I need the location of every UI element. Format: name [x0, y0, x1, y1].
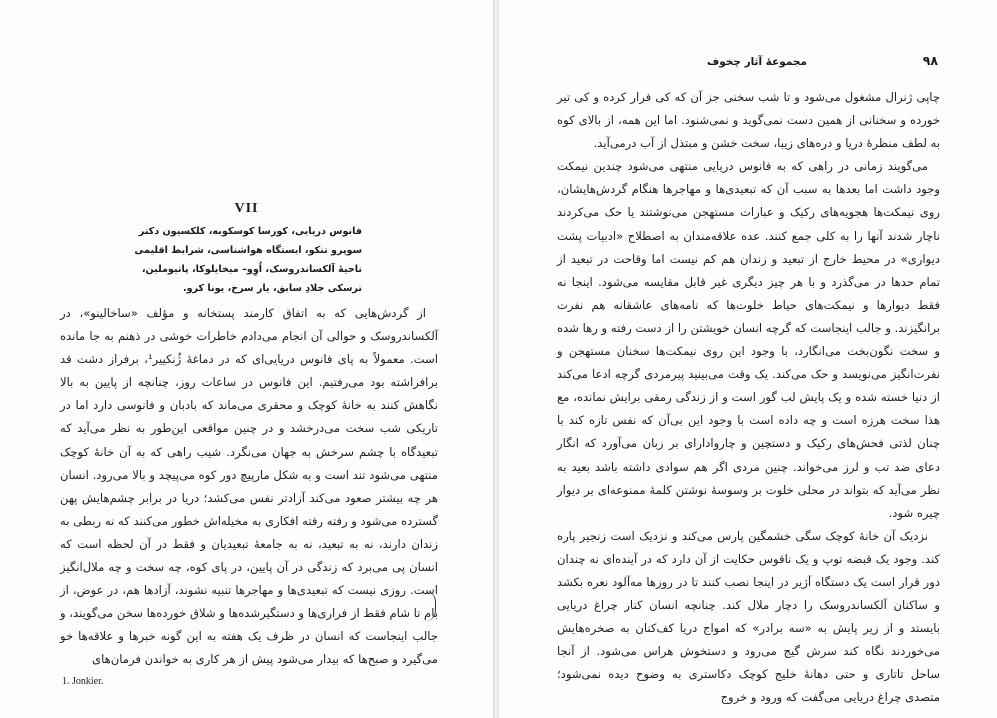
- epigraph-line: سوپرو تنکو، ایستگاه هواشناسی، شرایط اقلیمی: [134, 245, 362, 256]
- epigraph-line: ترسکی جلادِ سابق، یار سرخ، یونا کرو.: [182, 283, 362, 294]
- footnote: 1. Jonkier.: [62, 676, 104, 687]
- left-page: [0, 0, 493, 718]
- body-paragraph: می‌گویند زمانی در راهی که به فانوس دریایی منتهی می‌شود چندین نیمکت وجود داشت اما بعدها به سبب آن که تبعیدی‌ها و مهاجرها هنگام گردش‌هایشان، روی نیمکت‌ها هجویه‌های رکیک و عبارات مستهجن می‌نوشتند یا حک می‌کردند ناچار شدند آنها را به کلی جمع کنند. عده علاقه‌مندان به اصطلاح «ادبیات پشت دیواری» در محیط خارج از تبعید و زندان هم کم نیست اما وقاحت در تبعید از تمام حدها در می‌گذرد و با هر چیز دیگری غیر قابل مقایسه می‌شود. اینجا نه فقط دیوارها و نیمکت‌های حیاط خلوت‌ها که نامه‌های عاشقانه هم نفرت برانگیزند. و جالب اینجاست که گرچه انسان خویشتن را از دست رفته و رها شده و سخت نگون‌بخت می‌انگارد، با وجود این روی نیمکت‌ها سخنان مستهجن و نفرت‌انگیز می‌نویسد و حک می‌کند. یک وقت می‌بینید پیرمردی گرچه ادعا می‌کند از دنیا خسته شده و یک پایش لب گور است و از زندگی رمقی برایش نمانده، مع هذا سخت هرزه است و چه داده است با وجود این بی‌آن که نفس تازه کند با چنان لذتی فحش‌های رکیک و دستچین و چاروادارای بر زبان می‌آورد که انگار دعای ضد تب و لرز می‌خواند. چنین مردی اگر هم سوادی داشته باشد بعید به نظر می‌آید که بتواند در محلی خلوت بر وسوسهٔ نوشتن کلمهٔ ممنوعه‌ای بر دیوار چیره شود.: [557, 159, 940, 520]
- page-number: ۹۸: [922, 53, 938, 68]
- running-title: مجموعهٔ آثار چخوف: [707, 56, 807, 68]
- body-paragraph: نزدیک آن خانهٔ کوچک سگی خشمگین پارس می‌کند و نزدیک است زنجیر پاره کند. وجود یک قبضه توپ و یک ناقوس حکایت از آن دارد که در آینده‌ای نه چندان دور قرار است یک دستگاه آژیر در اینجا نصب کنند تا در روزها مه‌آلود نعره بکشد و ساکنان آلکساندروسک را دچار ملال کند. چنانچه انسان کنار چراغ دریایی بایستد و از زیر پایش به «سه برادر» که امواج دریا کف‌کنان به صخره‌هایش می‌خوردند نگاه کند سرش گیج می‌رود و دستخوش هراس می‌شود. از آنجا ساحل تاتاری و حتی دهانهٔ خلیج کوچک دکاستری به وضوح دیده نمی‌شود؛ متصدی چراغ دریایی می‌گفت که ورود و خروج: [557, 528, 940, 705]
- epigraph-line: فانوس دریایی، کورسا کوسکوبه، کلکسیون دکتر: [138, 226, 362, 237]
- chapter-number: VII: [234, 201, 259, 216]
- left-page-body: [60, 302, 438, 672]
- right-page-body: [557, 86, 940, 710]
- body-paragraph: از گردش‌هایی که به اتفاق کارمند پستخانه و مؤلف «ساخالینو»، در آلکساندروسک و حوالی آن انجام می‌دادم خاطرات خوشی در ذهنم به جا مانده است. معمولاً به پای فانوس دریایی‌ای که در دماغهٔ ژُنکییر¹، برفراز دشت قد برافراشته بود می‌رفتیم. این فانوس در ساعات روز، چنانچه از پایین به بالا نگاهش کنند به خانهٔ کوچک و محقری می‌ماند که بادبان و فانوسی دارد اما در تاریکی شب سخت می‌درخشد و در چنین مواقعی این‌طور به نظر می‌آید که تبعیدگاه با چشم سرخش به جهان می‌نگرد. شیب راهی که به آن خانهٔ کوچک منتهی می‌شود تند است و به شکل مارپیچ دور کوه می‌پیچد و بالا می‌رود. انسان هر چه بیشتر صعود می‌کند آزادتر نفس می‌کشد؛ دریا در برابر چشم‌هایش پهن گسترده می‌شود و رفته رفته افکاری به مخیله‌اش خطور می‌کنند که نه ربطی به زندان دارند، نه به تبعید، نه به جامعهٔ تبعیدیان و فقط در آن لحظه است که انسان پی می‌برد که زندگی در آن پایین، در پای کوه، چه سخت و چه ملال‌انگیز است. روزی نیست که تبعیدی‌ها و مهاجرها تنبیه نشوند، آزادها هم، در عوض، از بام تا شام فقط از فراری‌ها و دستگیرشده‌ها و شلاق خورده‌ها سخن می‌گویند، و جالب اینجاست که انسان در ظرف یک هفته به این گونه خبرها و علاقه‌ها خو می‌گیرد و صبح‌ها که بیدار می‌شود پیش از هر کاری به خواندن فرمان‌های: [60, 306, 438, 667]
- chapter-epigraph: [130, 222, 362, 298]
- epigraph-line: ناحیهٔ آلکساندروسک، اُوِو– میخایلوکا، پاتیوملین،: [141, 264, 362, 275]
- body-paragraph: چاپی ژنرال مشغول می‌شود و تا شب سخنی جز آن که کی فرار کرده و کی تیر خورده و سخنانی از همین دست نمی‌گوید و نمی‌شنود. اما این همه، از بالای کوه به لطف منظرهٔ دریا و دره‌های زیبا، سخت خشن و مبتذل از آب درمی‌آید.: [557, 90, 940, 151]
